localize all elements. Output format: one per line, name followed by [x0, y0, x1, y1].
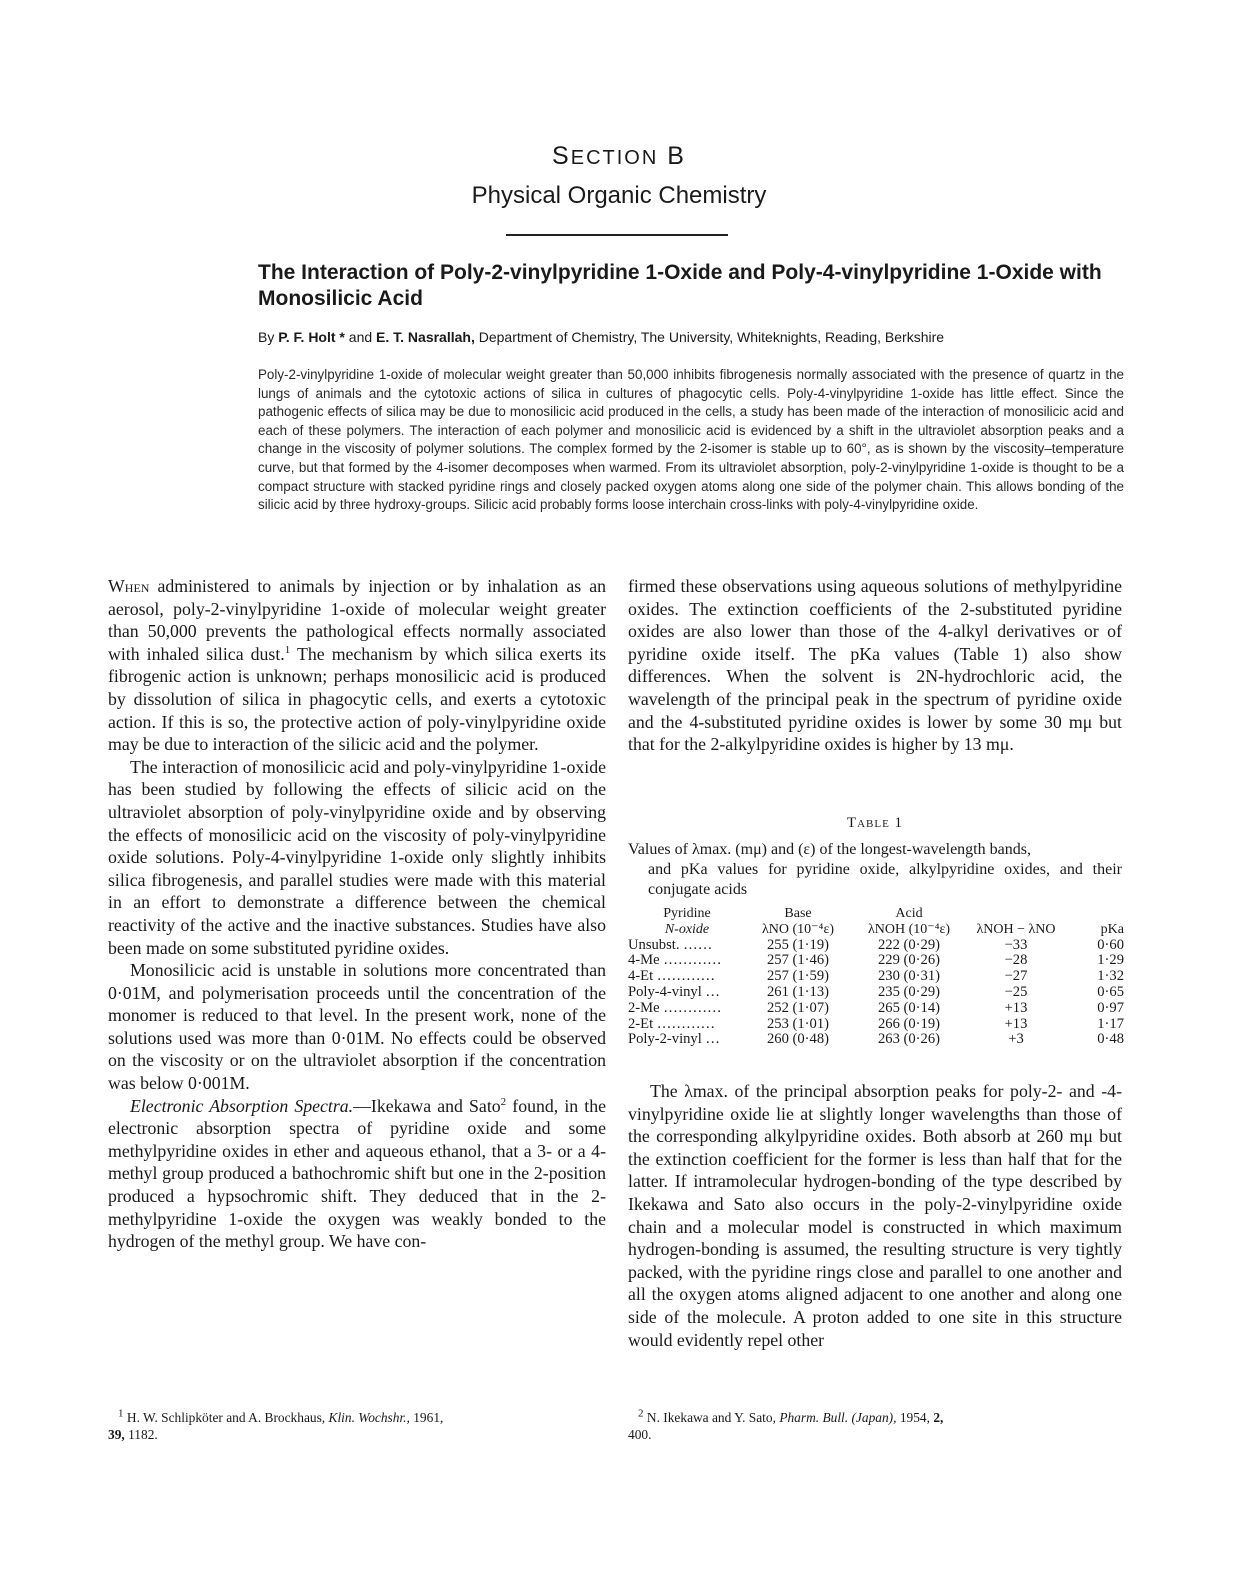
paragraph-text: found, in the electronic absorption spectra of pyridine oxide and some methylpyridine oxides in ether and aqueous ethanol, that a 3- or a 4-methyl group produced a bathochromic shift but one in the 2-position produced a hypsochromic shift. They deduced that in the 2-methylpyridine 1-oxide the oxygen was weakly bonded to the hydrogen of the methyl group. We have con-: [108, 1095, 606, 1252]
table-cell: 257 (1·59): [766, 968, 829, 985]
body-column-right-bottom: [628, 1080, 1122, 1351]
article-title: The Interaction of Poly-2-vinylpyridine 1-Oxide and Poly-4-vinylpyridine 1-Oxide with Monosilicic Acid: [258, 261, 1102, 310]
table-cell: 0·48: [1097, 1031, 1124, 1048]
table-caption: [628, 840, 1122, 900]
table-cell: 252 (1·07): [766, 999, 829, 1016]
table-cell: 2-Me …………: [628, 999, 722, 1016]
table-cell: 266 (0·19): [877, 1015, 940, 1032]
table-cell: 265 (0·14): [877, 999, 940, 1016]
footnote-1: [108, 1409, 606, 1443]
footnote-text: N. Ikekawa and Y. Sato,: [646, 1410, 776, 1425]
table-cell: 0·97: [1097, 999, 1124, 1016]
table-row: [628, 969, 1124, 985]
footnote-volume: 39,: [108, 1427, 125, 1442]
table-header-cell: λNOH − λNO: [976, 921, 1056, 937]
table-cell: +3: [1008, 1031, 1024, 1048]
table-cell: 263 (0·26): [877, 1031, 940, 1048]
table-cell: 229 (0·26): [877, 952, 940, 969]
table-label: Table 1: [846, 815, 904, 831]
body-column-left: [108, 575, 606, 1253]
table-row: [628, 1001, 1124, 1017]
paragraph-lambda-max: The λmax. of the principal absorption peaks for poly-2- and -4-vinylpyridine oxide lie at slightly longer wavelengths than those of the corresponding alkylpyridine oxides. Both absorb at 260 mμ but the extinction coefficient for the former is less than half that for the latter. If intramolecular hydrogen-bonding of the type described by Ikekawa and Sato also occurs in the poly-2-vinylpyridine oxide chain and a molecular model is constructed in which maximum hydrogen-bonding is assumed, the resulting structure is very tightly packed, with the pyridine rings close and parallel to one another and all the oxygen atoms aligned adjacent to one another and along one side of the molecule. A proton added to one site in this structure would evidently repel other: [628, 1081, 1122, 1350]
table-cell: Poly-4-vinyl …: [628, 983, 721, 1000]
paragraph-continued: firmed these observations using aqueous solutions of methylpyridine oxides. The extinction coefficients of the 2-substituted pyridine oxides are also lower than those of the 4-alkyl derivatives or of pyridine oxide itself. The pKa values (Table 1) also show differences. When the solvent is 2N-hydrochloric acid, the wavelength of the principal peak in the spectrum of pyridine oxide and the 4-substituted pyridine oxides is lower by some 30 mμ but that for the 2-alkylpyridine oxides is higher by 13 mμ.: [628, 576, 1122, 755]
table-cell: 1·29: [1097, 952, 1124, 969]
table-row: [628, 985, 1124, 1001]
table-cell: 260 (0·48): [766, 1031, 829, 1048]
table-cell: −27: [1004, 968, 1028, 985]
data-table: [628, 906, 1124, 1048]
section-prefix: S: [552, 142, 571, 170]
affiliation: Department of Chemistry, The University, Whiteknights, Reading, Berkshire: [478, 329, 945, 345]
table-cell: 222 (0·29): [877, 936, 940, 953]
table-row: [628, 953, 1124, 969]
author-nasrallah: E. T. Nasrallah,: [376, 329, 475, 345]
table-cell: 2-Et …………: [628, 1015, 716, 1032]
table-body: [628, 938, 1124, 1049]
paragraph-text: administered to animals by injection or by inhalation as an aerosol, poly-2-vinylpyridine 1-oxide of molecular weight greater than 50,000 prevents the pathological effects normally associated with inhaled silica dust.: [108, 576, 606, 664]
table-cell: 4-Et …………: [628, 968, 716, 985]
table-cell: −28: [1004, 952, 1028, 969]
table-header-row: [628, 922, 1124, 938]
drop-lead-word: When: [108, 576, 150, 596]
table-cell: −25: [1004, 983, 1028, 1000]
table-row: [628, 1017, 1124, 1033]
footnote-number: 1: [118, 1407, 124, 1420]
footnote-text: H. W. Schlipköter and A. Brockhaus,: [126, 1410, 326, 1425]
table-cell: Poly-2-vinyl …: [628, 1031, 721, 1048]
title-divider: [506, 234, 728, 236]
footnote-2: [628, 1409, 1122, 1443]
table-header-row: [628, 906, 1124, 922]
paragraph-electronic-spectra: [108, 1095, 606, 1253]
table-header-cell: λNO (10⁻⁴ε): [762, 921, 834, 937]
table-header-cell: [968, 906, 1064, 922]
table-cell: 4-Me …………: [628, 952, 722, 969]
table-header-cell: N-oxide: [664, 921, 710, 937]
table-caption-line: Values of λmax. (mμ) and (ε) of the longest-wavelength bands,: [628, 841, 1031, 858]
paragraph-monosilicic: Monosilicic acid is unstable in solutions more concentrated than 0·01M, and polymerisation proceeds until the concentration of the monomer is reduced to that level. In the present work, none of the solutions used was more than 0·01M. No effects could be observed on the viscosity or on the ultraviolet absorption if the concentration was below 0·001M.: [108, 960, 606, 1094]
abstract: Poly-2-vinylpyridine 1-oxide of molecular weight greater than 50,000 inhibits fibrogenesis normally associated with the presence of quartz in the lungs of animals and the cytotoxic actions of silica in cultures of phagocytic cells. Poly-4-vinylpyridine 1-oxide has little effect. Since the pathogenic effects of silica may be due to monosilicic acid produced in the cells, a study has been made of the interaction of monosilicic acid and each of these polymers. The interaction of each polymer and monosilicic acid is evidenced by a shift in the ultraviolet absorption peaks and a change in the viscosity of polymer solutions. The complex formed by the 2-isomer is stable up to 60°, as is shown by the viscosity–temperature curve, but that formed by the 4-isomer decomposes when warmed. From its ultraviolet absorption, poly-2-vinylpyridine 1-oxide is thought to be a compact structure with stacked pyridine rings and closely packed oxygen atoms along one side of the polymer chain. This allows bonding of the silicic acid by three hydroxy-groups. Silicic acid probably forms loose interchain cross-links with poly-4-vinylpyridine oxide.: [258, 367, 1124, 513]
section-letter: B: [667, 142, 686, 170]
table-caption-rest: and pKa values for pyridine oxide, alkylpyridine oxides, and their conjugate acids: [648, 861, 1122, 898]
reference-marker[interactable]: 1: [284, 643, 291, 656]
table-header-cell: λNOH (10⁻⁴ε): [867, 921, 951, 937]
table-header-cell: pKa: [1100, 921, 1124, 937]
table-cell: −33: [1004, 936, 1028, 953]
footnote-year: 1961,: [413, 1410, 444, 1425]
paragraph-text: —Ikekawa and Sato: [353, 1095, 501, 1116]
table-cell: 261 (1·13): [766, 983, 829, 1000]
table-cell: 0·65: [1097, 983, 1124, 1000]
table-header-cell: Base: [784, 906, 812, 921]
table-row: [628, 938, 1124, 954]
byline-and: and: [348, 329, 373, 345]
table-cell: 230 (0·31): [877, 968, 940, 985]
table-cell: 1·17: [1097, 1015, 1124, 1032]
table-cell: +13: [1004, 1015, 1028, 1032]
section-rest: ECTION: [570, 147, 659, 169]
table-cell: 0·60: [1097, 936, 1124, 953]
footnote-number: 2: [638, 1407, 644, 1420]
section-title: Physical Organic Chemistry: [471, 182, 767, 209]
byline: [258, 328, 1128, 346]
table-header-cell: Pyridine: [663, 906, 711, 921]
footnote-journal: Pharm. Bull. (Japan),: [779, 1410, 897, 1425]
body-column-right-top: [628, 575, 1122, 756]
table-cell: +13: [1004, 999, 1028, 1016]
table-cell: 1·32: [1097, 968, 1124, 985]
table-cell: 235 (0·29): [877, 983, 940, 1000]
footnote-volume: 2,: [933, 1410, 944, 1425]
subsection-heading: Electronic Absorption Spectra.: [130, 1095, 354, 1116]
table-header-cell: [1064, 906, 1124, 922]
paragraph-study: The interaction of monosilicic acid and poly-vinylpyridine 1-oxide has been studied by following the effects of silicic acid on the ultraviolet absorption of poly-vinylpyridine oxide and by observing the effects of monosilicic acid on the viscosity of poly-vinylpyridine oxide solutions. Poly-4-vinylpyridine 1-oxide only slightly inhibits silica fibrogenesis, and parallel studies were made with this material in an effort to demonstrate a difference between the chemical reactivity of the active and the inactive substances. Studies have also been made on some substituted pyridine oxides.: [108, 756, 606, 958]
footnote-page: 400.: [628, 1427, 652, 1442]
table-cell: 255 (1·19): [766, 936, 829, 953]
author-holt: P. F. Holt *: [278, 329, 345, 345]
table-cell: 253 (1·01): [766, 1015, 829, 1032]
table-cell: Unsubst. ……: [628, 936, 713, 953]
reference-marker[interactable]: 2: [500, 1095, 507, 1108]
footnote-journal: Klin. Wochshr.,: [328, 1410, 410, 1425]
paragraph-intro: [108, 575, 606, 756]
byline-prefix: By: [258, 329, 275, 345]
footnote-year: 1954,: [899, 1410, 930, 1425]
paragraph-text: The mechanism by which silica exerts its fibrogenic action is unknown; perhaps monosilicic acid is produced by dissolution of silica in phagocytic cells, and exerts a cytotoxic action. If this is so, the protective action of poly-vinylpyridine oxide may be due to interaction of the silicic acid and the polymer.: [108, 643, 606, 755]
table-row: [628, 1032, 1124, 1048]
footnote-page: 1182.: [128, 1427, 158, 1442]
table-cell: 257 (1·46): [766, 952, 829, 969]
table-header-cell: Acid: [895, 906, 923, 921]
section-label: [0, 142, 1238, 171]
